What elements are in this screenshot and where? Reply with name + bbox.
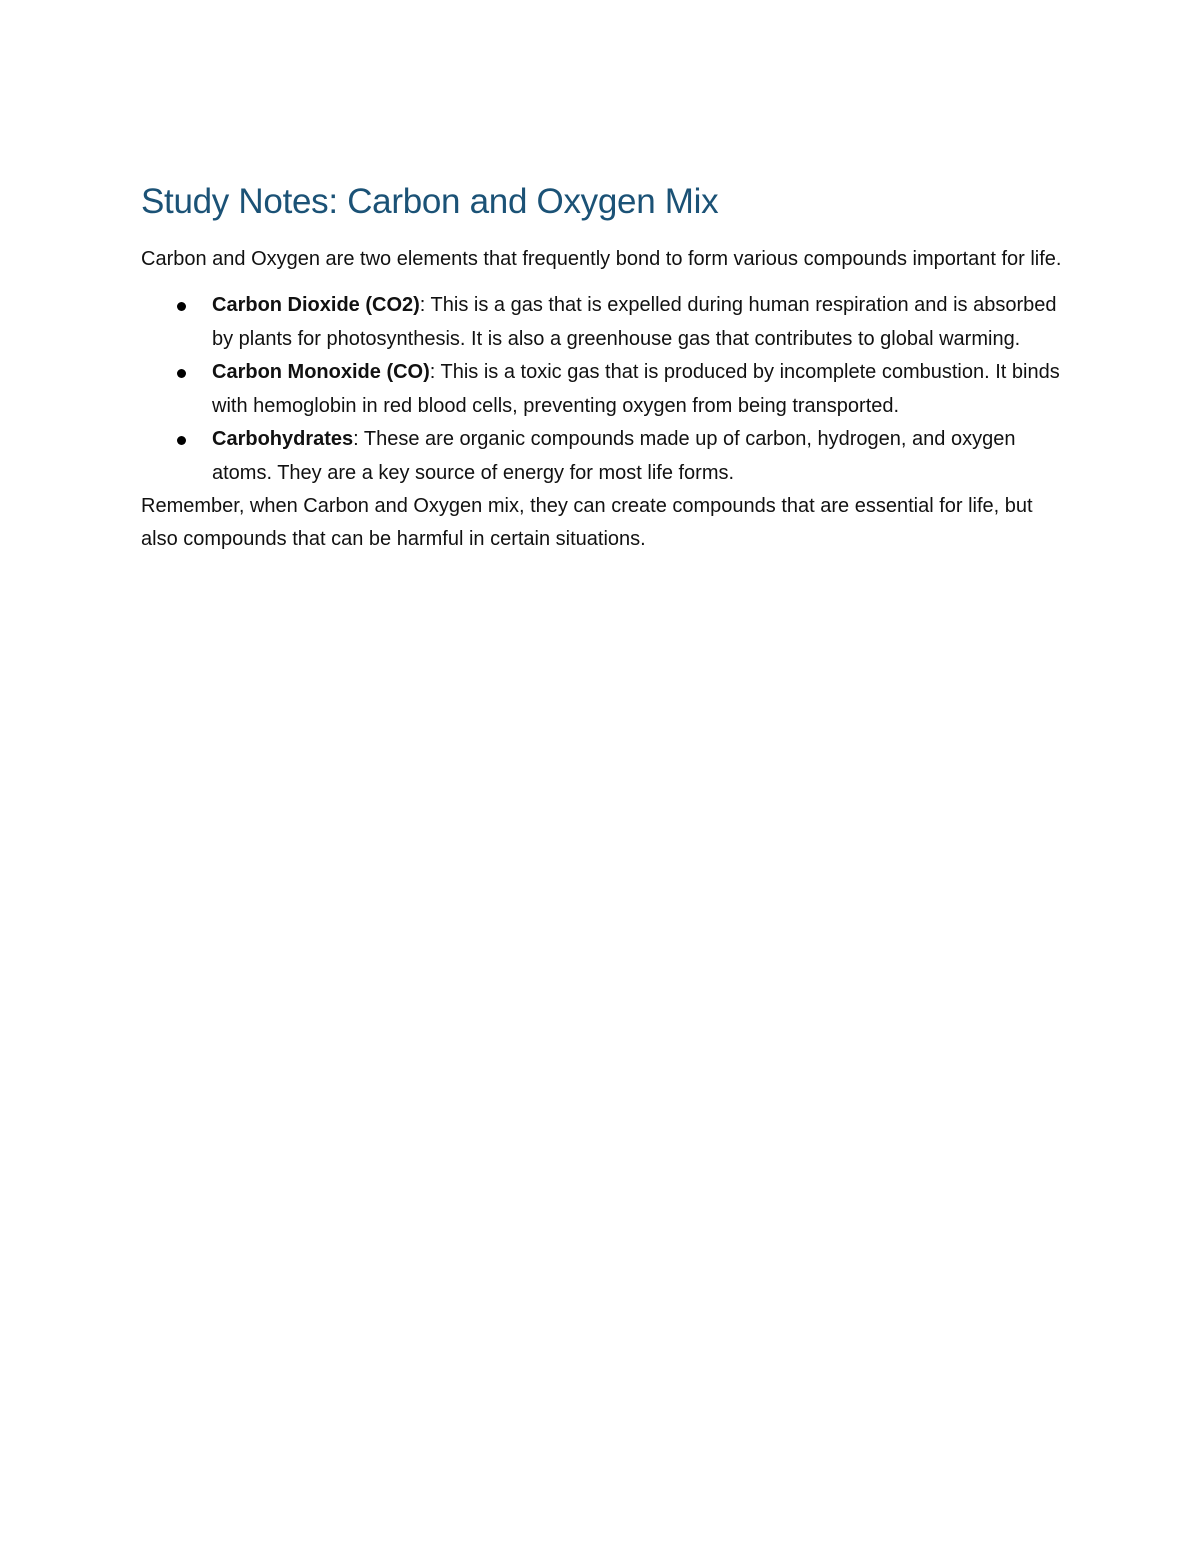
bullet-icon [177, 302, 186, 311]
list-item-carbon-monoxide [141, 356, 1066, 423]
list-item-text: : This is a gas that is expelled during human respiration and is absorbed by plants for photosynthesis. It is also a greenhouse gas that contributes to global warming. [212, 294, 1057, 350]
closing-paragraph: Remember, when Carbon and Oxygen mix, they can create compounds that are essential for life, but also compounds that can be harmful in certain situations. [141, 495, 1033, 550]
document-body [141, 178, 1066, 556]
list-item-text: : This is a toxic gas that is produced by incomplete combustion. It binds with hemoglobin in red blood cells, preventing oxygen from being transported. [212, 361, 1060, 417]
list-item-text: : These are organic compounds made up of carbon, hydrogen, and oxygen atoms. They are a key source of energy for most life forms. [212, 428, 1016, 484]
list-item-term: Carbon Dioxide (CO2) [212, 294, 420, 316]
compound-list [141, 289, 1066, 490]
bullet-icon [177, 436, 186, 445]
list-item-carbon-dioxide [141, 289, 1066, 356]
bullet-icon [177, 369, 186, 378]
list-item-term: Carbohydrates [212, 428, 354, 450]
intro-paragraph: Carbon and Oxygen are two elements that frequently bond to form various compounds important for life. [141, 248, 1062, 270]
page-title: Study Notes: Carbon and Oxygen Mix [141, 182, 719, 221]
list-item-term: Carbon Monoxide (CO) [212, 361, 430, 383]
list-item-carbohydrates [141, 423, 1066, 490]
